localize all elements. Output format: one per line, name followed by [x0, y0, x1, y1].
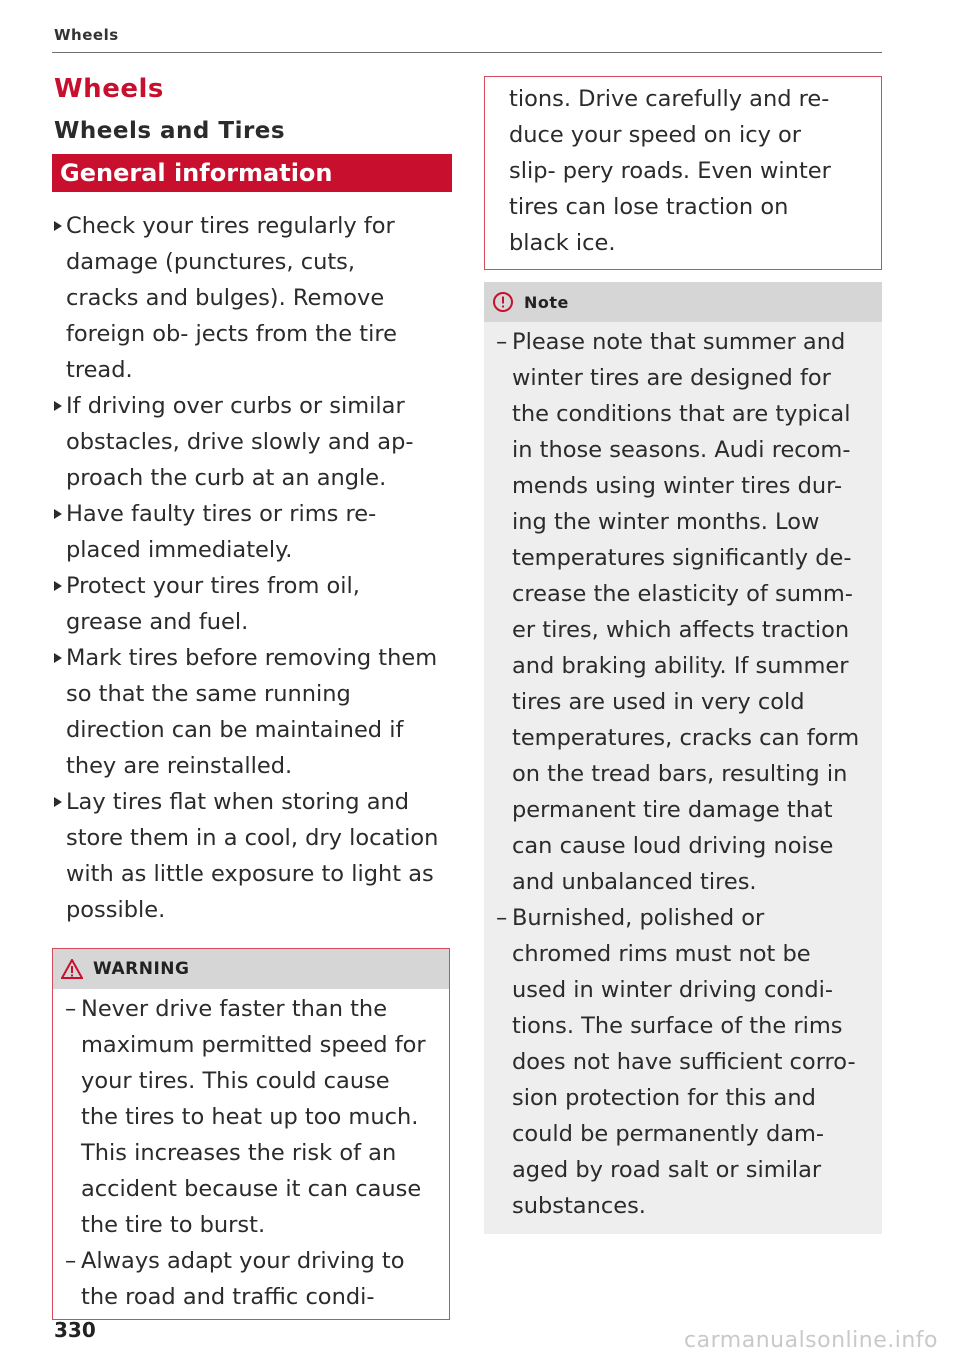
arrow-bullet-icon: [54, 401, 62, 411]
warning-list: [53, 989, 449, 1315]
watermark: carmanualsonline.info: [684, 1328, 938, 1353]
list-item: Check your tires regularly for damage (punctures, cuts, cracks and bulges). Remove foreign ob- jects from the tire tread.: [52, 208, 426, 388]
note-list: [484, 322, 882, 1224]
list-item: Protect your tires from oil, grease and fuel.: [52, 568, 396, 640]
note-title: Note: [524, 292, 569, 312]
section-title: Wheels and Tires: [54, 118, 286, 144]
list-item: If driving over curbs or similar obstacles, drive slowly and ap- proach the curb at an angle.: [52, 388, 426, 496]
warning-box-continued: [484, 76, 882, 270]
warning-continued-text: tions. Drive carefully and re- duce your speed on icy or slip- pery roads. Even winter tires can lose traction on black ice.: [509, 86, 831, 256]
warning-triangle-icon: [61, 959, 83, 979]
page-number: 330: [54, 1318, 96, 1342]
running-header: Wheels: [54, 26, 119, 44]
list-item: Mark tires before removing them so that the same running direction can be maintained if they are reinstalled.: [52, 640, 446, 784]
note-circle-icon: [492, 291, 514, 313]
warning-box: [52, 948, 450, 1320]
list-item: – Please note that summer and winter tires are designed for the conditions that are typical in those seasons. Audi recom- mends using winter tires dur- ing the winter months. Low temperatures significantly de- crease the elasticity of summ- er tires, which affects traction and braking ability. If summer tires are used in very cold temperatures, cracks can form on the tread bars, resulting in permanent tire damage that can cause loud driving noise and unbalanced tires.: [496, 329, 860, 895]
header-divider: [52, 52, 882, 53]
list-item: – Never drive faster than the maximum permitted speed for your tires. This could cause the tires to heat up too much. This increases the risk of an accident because it can cause the tire to burst.: [65, 996, 426, 1238]
warning-title: WARNING: [93, 959, 190, 979]
arrow-bullet-icon: [54, 221, 62, 231]
list-item: Have faulty tires or rims re- placed immediately.: [52, 496, 396, 568]
chapter-title: Wheels: [54, 74, 164, 104]
right-column: [484, 76, 884, 1234]
arrow-bullet-icon: [54, 509, 62, 519]
left-column: [52, 70, 452, 1320]
instruction-list: [52, 208, 452, 928]
arrow-bullet-icon: [54, 797, 62, 807]
warning-header: [53, 949, 449, 989]
list-item: – Always adapt your driving to the road and traffic condi-: [65, 1248, 405, 1310]
arrow-bullet-icon: [54, 653, 62, 663]
note-header: [484, 282, 882, 322]
note-box: [484, 282, 882, 1234]
list-item: Lay tires flat when storing and store them in a cool, dry location with as little exposure to light as possible.: [52, 784, 456, 928]
subsection-title-bar: General information: [52, 154, 452, 192]
arrow-bullet-icon: [54, 581, 62, 591]
list-item: – Burnished, polished or chromed rims must not be used in winter driving condi- tions. The surface of the rims does not have sufficient corro- sion protection for this and could be permanently dam- aged by road salt or similar substances.: [496, 905, 856, 1219]
